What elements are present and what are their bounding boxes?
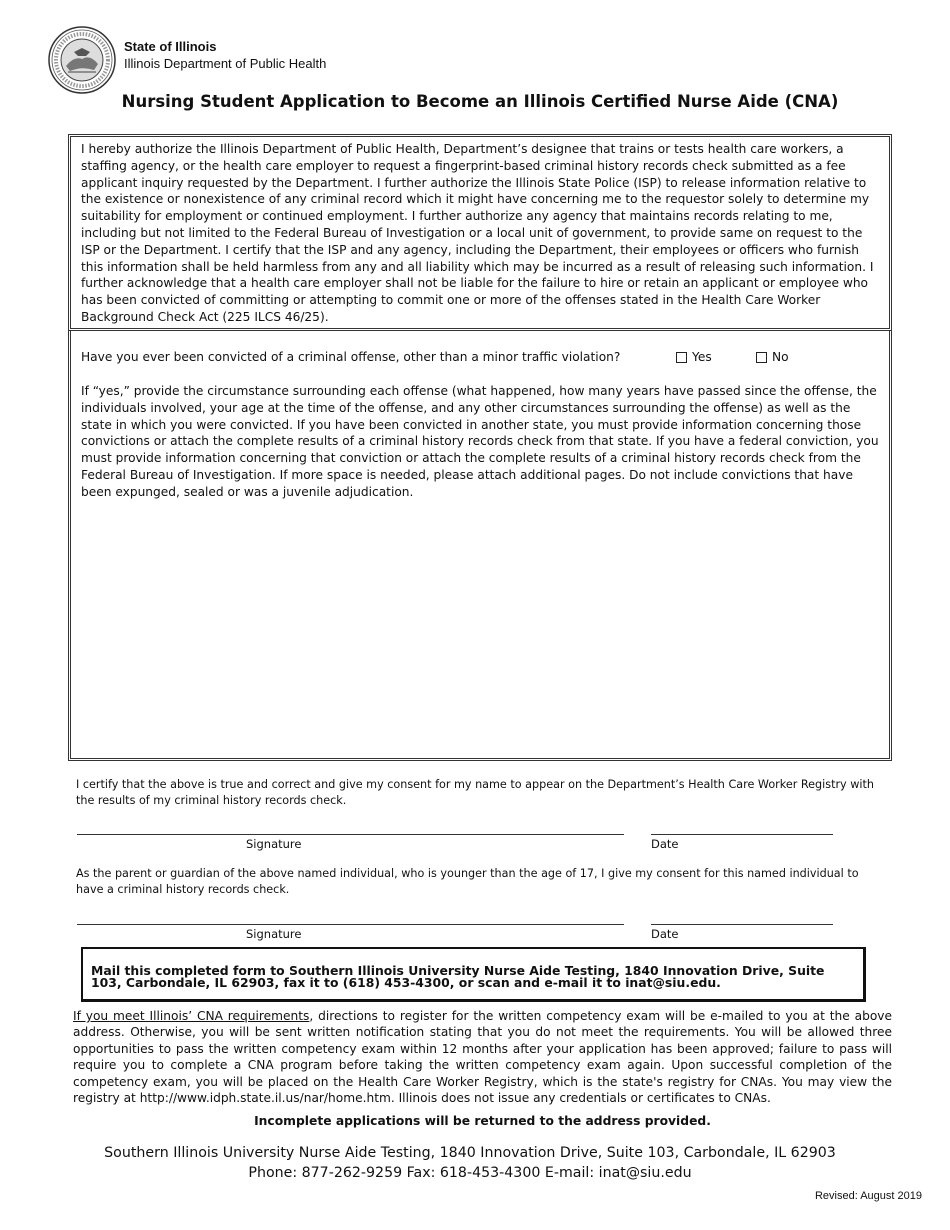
- mail-instructions-text: Mail this completed form to Southern Illinois University Nurse Aide Testing, 1840 Innovation Drive, Suite 103, Carbondale, IL 62903, fax it to (618) 453-4300, or scan and e-mail it to inat@siu.edu.: [91, 963, 825, 990]
- mail-instructions-box: [81, 947, 866, 1002]
- applicant-date-line[interactable]: [651, 834, 833, 835]
- applicant-signature-label: Signature: [246, 837, 302, 851]
- department-name: Illinois Department of Public Health: [124, 56, 327, 71]
- yes-label: Yes: [692, 350, 712, 364]
- footer-address: Southern Illinois University Nurse Aide Testing, 1840 Innovation Drive, Suite 103, Carbondale, IL 62903: [104, 1145, 836, 1161]
- agency-header: [124, 38, 326, 72]
- incomplete-notice: Incomplete applications will be returned to the address provided.: [254, 1114, 711, 1128]
- requirements-text: , directions to register for the written competency exam will be e-mailed to you at the above address. Otherwise, you will be sent written notification stating that you do not meet the requirements. You will be allowed three opportunities to pass the written competency exam within 12 months after your application has been approved; failure to pass will require you to complete a CNA program before taking the written competency exam again. Upon successful completion of the competency exam, you will be placed on the Health Care Worker Registry, which is the state's registry for CNAs. You may view the registry at http://www.idph.state.il.us/nar/home.htm. Illinois does not issue any credentials or certificates to CNAs.: [73, 1009, 892, 1106]
- state-name: State of Illinois: [124, 39, 217, 54]
- revised-date: Revised: August 2019: [814, 1190, 922, 1202]
- conviction-question: Have you ever been convicted of a criminal offense, other than a minor traffic violation?: [81, 350, 621, 364]
- cna-requirements-link[interactable]: If you meet Illinois’ CNA requirements: [73, 1009, 310, 1023]
- applicant-signature-line[interactable]: [77, 834, 624, 835]
- no-option[interactable]: [756, 350, 789, 364]
- guardian-date-line[interactable]: [651, 924, 833, 925]
- applicant-date-label: Date: [651, 837, 679, 851]
- requirements-paragraph: [73, 1008, 892, 1106]
- conviction-box[interactable]: [68, 331, 892, 761]
- authorization-text: I hereby authorize the Illinois Department of Public Health, Department’s designee that trains or tests health care workers, a staffing agency, or the health care employer to request a fingerprint-based criminal history records check submitted as a fee applicant inquiry requested by the Department. I further authorize the Illinois State Police (ISP) to release information relative to the existence or nonexistence of any criminal record which it might have concerning me to the requestor solely to determine my suitability for employment or continued employment. I further authorize any agency that maintains records relating to me, including but not limited to the Federal Bureau of Investigation or a local unit of government, to provide same on request to the ISP or the Department. I certify that the ISP and any agency, including the Department, their employees or officers who furnish this information shall be held harmless from any and all liability which may be incurred as a result of releasing such information. I further acknowledge that a health care employer shall not be liable for the failure to hire or retain an applicant or employee who has been convicted of committing or attempting to commit one or more of the offenses stated in the Health Care Worker Background Check Act (225 ILCS 46/25).: [81, 142, 874, 324]
- conviction-question-row: [81, 350, 879, 370]
- no-checkbox[interactable]: [756, 352, 767, 363]
- guardian-signature-line[interactable]: [77, 924, 624, 925]
- guardian-date-label: Date: [651, 927, 679, 941]
- authorization-box: [68, 134, 892, 331]
- yes-checkbox[interactable]: [676, 352, 687, 363]
- guardian-signature-label: Signature: [246, 927, 302, 941]
- yes-option[interactable]: [676, 350, 712, 364]
- no-label: No: [772, 350, 789, 364]
- certification-text: I certify that the above is true and correct and give my consent for my name to appear on the Department’s Health Care Worker Registry with the results of my criminal history records check.: [76, 778, 874, 807]
- conviction-instructions: If “yes,” provide the circumstance surrounding each offense (what happened, how many years have passed since the offense, the individuals involved, your age at the time of the offense, and any other circumstances surrounding the offense) as well as the state in which you were convicted. If you have been convicted in another state, you must provide information concerning those convictions or attach the complete results of a criminal history records check from that state. If you have a federal conviction, you must provide information concerning that conviction or attach the complete results of a criminal history records check from the Federal Bureau of Investigation. If more space is needed, please attach additional pages. Do not include convictions that have been expunged, sealed or was a juvenile adjudication.: [81, 384, 879, 499]
- guardian-consent-text: As the parent or guardian of the above named individual, who is younger than the age of 17, I give my consent for this named individual to have a criminal history records check.: [76, 867, 859, 896]
- state-seal-logo: [48, 26, 116, 94]
- footer-contact: Phone: 877-262-9259 Fax: 618-453-4300 E-mail: inat@siu.edu: [248, 1165, 692, 1181]
- page-title: Nursing Student Application to Become an Illinois Certified Nurse Aide (CNA): [121, 92, 839, 111]
